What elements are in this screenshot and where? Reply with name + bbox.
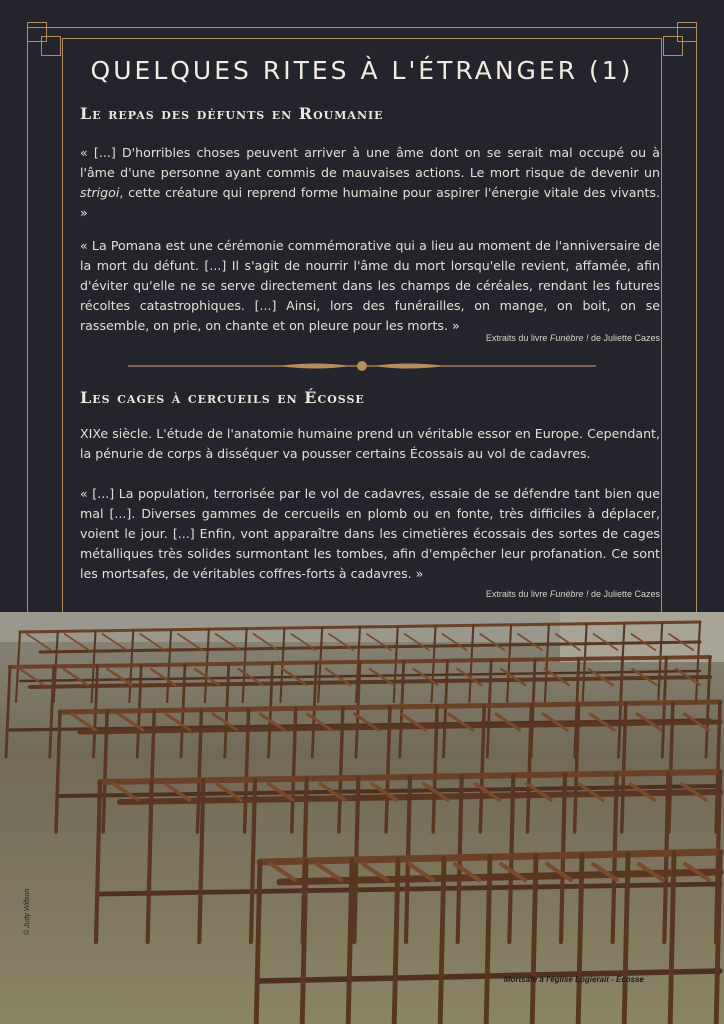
ornamental-divider xyxy=(128,358,596,374)
paragraph-pomana: « La Pomana est une cérémonie commémorative qui a lieu au moment de l'anniversaire de la mort du défunt. [...] Il s'agit de nourrir l'âme du mort lorsqu'elle revient, affamée, afin d'éviter qu'elle ne se serve directement dans les champs de céréales, rendant les futures récoltes catastrophiques. [...] Ainsi, lors des funérailles, on mange, on boit, on se rassemble, on prie, on chante et on pleure pour les morts. » xyxy=(80,238,660,333)
corner-ornament-left xyxy=(27,22,63,58)
section-heading-romania: Le repas des défunts en Roumanie xyxy=(80,104,384,123)
mortsafe-photo xyxy=(0,612,724,1024)
photo-caption: Mortsafe à l'église Logierait - Écosse xyxy=(503,975,644,984)
page-title: QUELQUES RITES À L'ÉTRANGER (1) xyxy=(90,56,634,85)
photo-credit: © Judy Willson xyxy=(24,888,31,935)
corner-ornament-right xyxy=(661,22,697,58)
section-heading-scotland: Les cages à cercueils en Écosse xyxy=(80,388,365,407)
paragraph-strigoi: « [...] D'horribles choses peuvent arriver à une âme dont on se serait mal occupé ou à l'âme d'une personne ayant commis de mauvaises actions. Le mort risque de devenir un strigoi, cette créature qui reprend forme humaine pour aspirer l'énergie vitale des vivants. » xyxy=(80,145,660,220)
credit-scotland: Extraits du livre Funèbre ! de Juliette Cazes xyxy=(485,589,660,599)
strigoi-term: strigoi xyxy=(80,185,120,200)
paragraph-anatomy: XIXe siècle. L'étude de l'anatomie humaine prend un véritable essor en Europe. Cependant, la pénurie de corps à disséquer va pousser certains Écossais au vol de cadavres. xyxy=(80,426,660,461)
credit-romania: Extraits du livre Funèbre ! de Juliette Cazes xyxy=(485,333,660,343)
paragraph-mortsafes: « [...] La population, terrorisée par le vol de cadavres, essaie de se défendre tant bien que mal [...]. Diverses gammes de cercueils en plomb ou en fonte, très difficiles à déplacer, voient le jour. [...] Enfin, vont apparaître dans les cimetières écossais des sortes de cages métalliques très solides surmontant les tombes, afin d'empêcher leur profanation. Ce sont les mortsafes, de véritables coffres-forts à cadavres. » xyxy=(80,486,660,581)
